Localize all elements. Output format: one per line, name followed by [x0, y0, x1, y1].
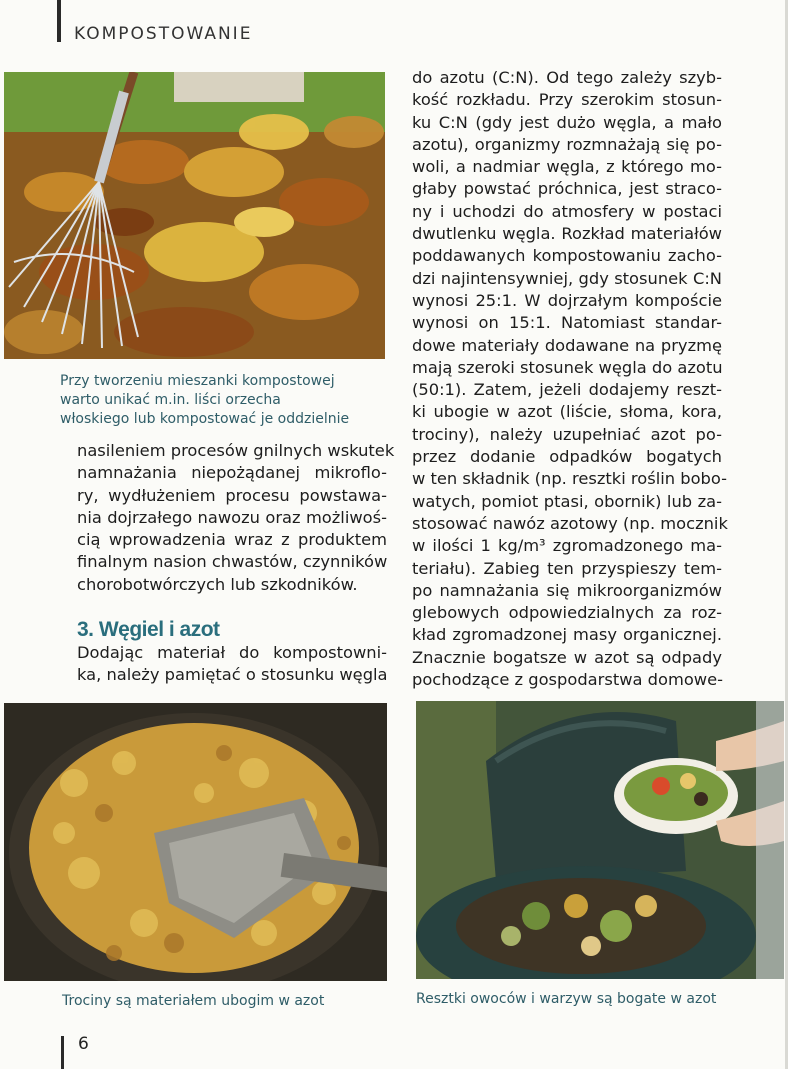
text-line: teriału). Zabieg ten przyspieszy tem-: [412, 558, 722, 578]
section-title: KOMPOSTOWANIE: [74, 24, 253, 44]
caption-leaves-line: włoskiego lub kompostować je oddzielnie: [60, 411, 350, 427]
caption-sawdust: Trociny są materiałem ubogim w azot: [62, 993, 325, 1009]
text-line: poddawanych kompostowaniu zacho-: [412, 246, 722, 266]
photo-leaves-rake: [4, 72, 385, 359]
text-line: cią wprowadzenia wraz z produktem: [77, 530, 387, 550]
text-line: dzi najintensywniej, gdy stosunek C:N: [412, 268, 722, 288]
footer-rule: [61, 1036, 64, 1069]
text-line: ku C:N (gdy jest dużo węgla, a mało: [412, 112, 722, 132]
text-line: nia dojrzałego nawozu oraz możliwoś-: [77, 507, 387, 527]
text-line: pochodzące z gospodarstwa domowe-: [412, 670, 723, 690]
caption-leaves-line: Przy tworzeniu mieszanki kompostowej: [60, 373, 335, 389]
caption-leaves: [60, 372, 390, 429]
text-line: ny i uchodzi do atmosfery w postaci: [412, 201, 722, 221]
text-line: ka, należy pamiętać o stosunku węgla: [77, 665, 388, 685]
text-line: chorobotwórczych lub szkodników.: [77, 574, 358, 594]
text-line: w ilości 1 kg/m³ zgromadzonego ma-: [412, 536, 722, 556]
right-column-text: [412, 67, 728, 691]
text-line: mają szeroki stosunek węgla do azotu: [412, 357, 723, 377]
text-line: kość rozkładu. Przy szerokim stosun-: [412, 90, 722, 110]
text-line: wynosi 25:1. W dojrzałym kompoście: [412, 290, 722, 310]
text-line: w ten składnik (np. resztki roślin bobo-: [412, 469, 728, 489]
text-line: do azotu (C:N). Od tego zależy szyb-: [412, 68, 722, 87]
text-line: glebowych odpowiedzialnych za roz-: [412, 603, 722, 623]
text-line: nasileniem procesów gnilnych wskutek: [77, 441, 395, 460]
text-line: stosować nawóz azotowy (np. mocznik: [412, 513, 728, 533]
text-line: dowe materiały dodawane na pryzmę: [412, 335, 722, 355]
text-line: woli, a nadmiar węgla, z którego mo-: [412, 157, 722, 177]
text-line: Znacznie bogatsze w azot są odpady: [412, 647, 722, 667]
photo-compost-bin: [416, 701, 784, 979]
text-line: (50:1). Zatem, jeżeli dodajemy reszt-: [412, 380, 722, 400]
text-line: dwutlenku węgla. Rozkład materiałów: [412, 224, 722, 244]
text-line: wynosi on 15:1. Natomiast standar-: [412, 313, 722, 333]
text-line: azotu), organizmy rozmnażają się po-: [412, 134, 722, 154]
photo-sawdust-shovel: [4, 703, 387, 981]
text-line: po namnażania się mikroorganizmów: [412, 580, 722, 600]
text-line: ki ubogie w azot (liście, słoma, kora,: [412, 402, 722, 422]
text-line: Dodając materiał do kompostowni-: [77, 643, 387, 662]
left-column-text-continued: [77, 642, 387, 687]
header-rule: [57, 0, 61, 42]
text-line: przez dodanie odpadków bogatych: [412, 447, 722, 467]
left-column-text: [77, 440, 395, 596]
text-line: finalnym nasion chwastów, czynników: [77, 552, 388, 572]
text-line: trociny), należy uzupełniać azot po-: [412, 424, 722, 444]
text-line: głaby powstać próchnica, jest straco-: [412, 179, 722, 199]
text-line: kład zgromadzonej masy organicznej.: [412, 625, 722, 645]
text-line: ry, wydłużeniem procesu powstawa-: [77, 485, 387, 505]
text-line: watych, pomiot ptasi, obornik) lub za-: [412, 491, 722, 511]
caption-compost-bin: Resztki owoców i warzyw są bogate w azot: [416, 991, 717, 1007]
section-heading: 3. Węgiel i azot: [77, 618, 220, 641]
page-number: 6: [78, 1034, 89, 1054]
caption-leaves-line: warto unikać m.in. liści orzecha: [60, 392, 281, 408]
text-line: namnażania niepożądanej mikroflo-: [77, 463, 387, 483]
